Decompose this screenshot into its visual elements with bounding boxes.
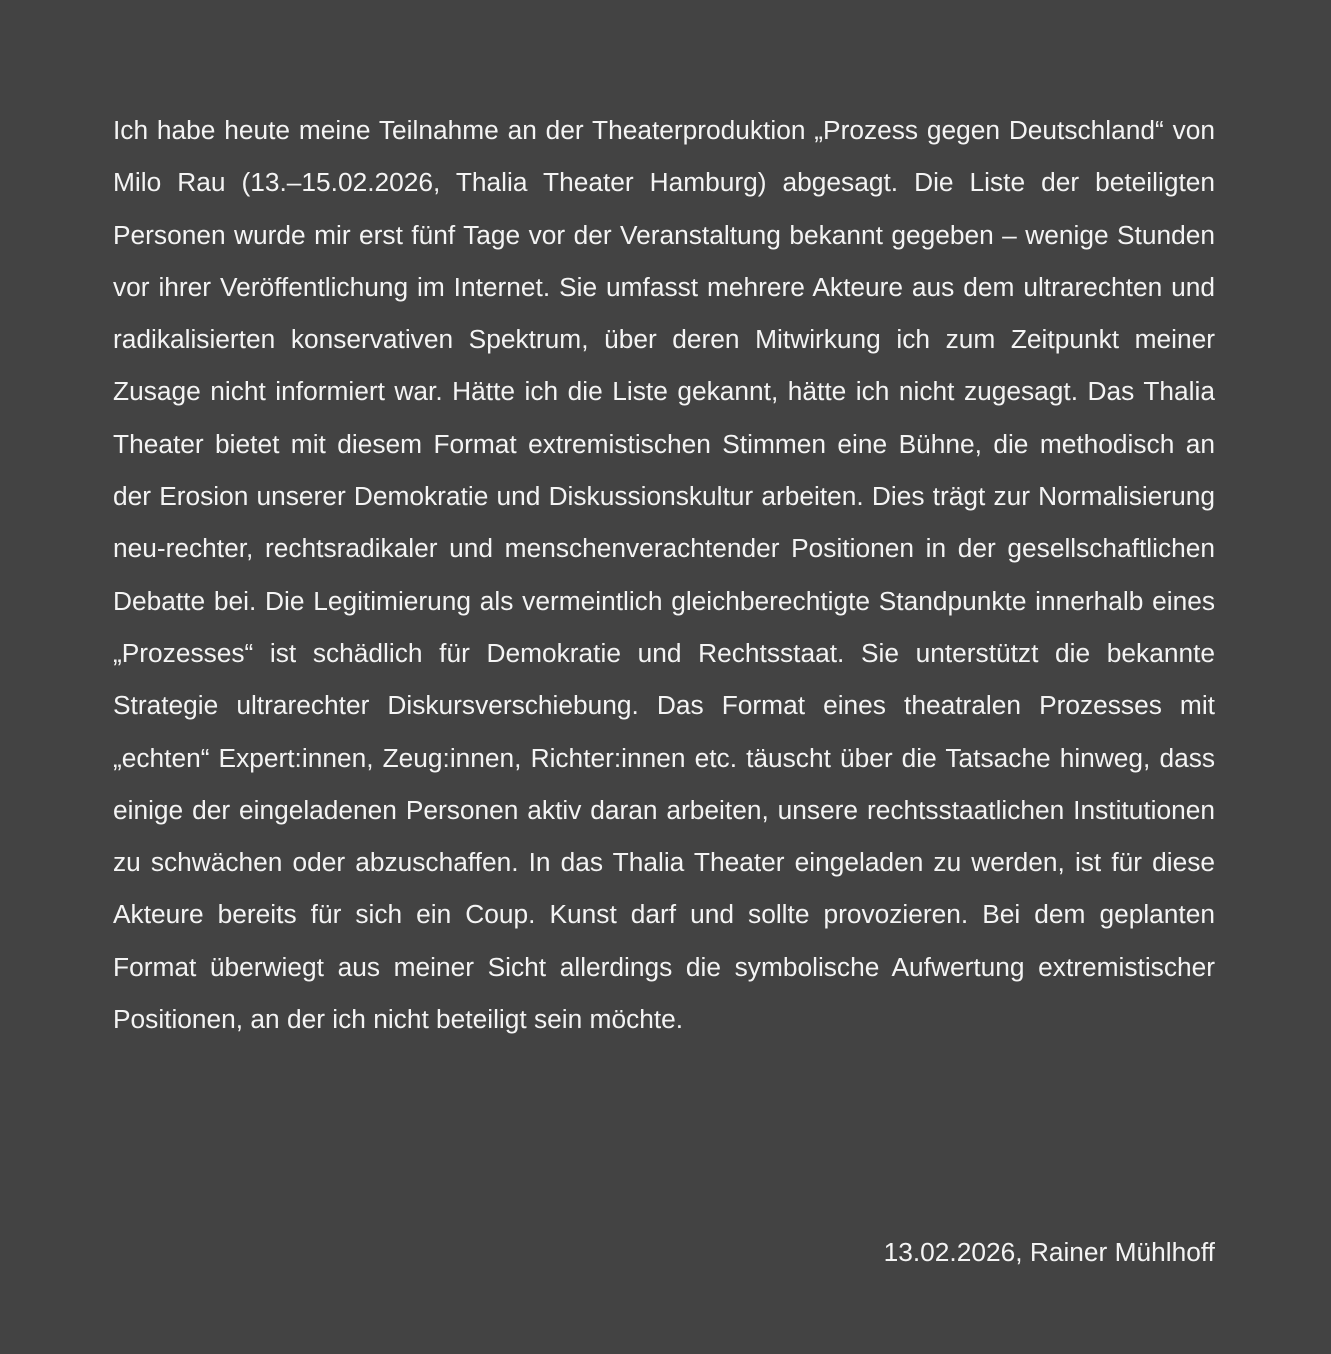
signature-date-author: 13.02.2026, Rainer Mühlhoff [883,1237,1215,1267]
statement-body-text: Ich habe heute meine Teilnahme an der Theaterproduktion „Prozess gegen Deutschland“ von Milo Rau (13.–15.02.2026, Thalia Theater Hamburg) abgesagt. Die Liste der beteiligten Personen wurde mir erst fünf Tage vor der Veranstaltung bekannt gegeben – wenige Stunden vor ihrer Veröffentlichung im Internet. Sie umfasst mehrere Akteure aus dem ultrarechten und radikalisierten konservativen Spektrum, über deren Mitwirkung ich zum Zeitpunkt meiner Zusage nicht informiert war. Hätte ich die Liste gekannt, hätte ich nicht zugesagt. Das Thalia Theater bietet mit diesem Format extremistischen Stimmen eine Bühne, die methodisch an der Erosion unserer Demokratie und Diskussionskultur arbeiten. Dies trägt zur Normalisierung neu-rechter, rechtsradikaler und menschenverachtender Positionen in der gesellschaftlichen Debatte bei. Die Legitimierung als vermeintlich gleichberechtigte Standpunkte innerhalb eines „Prozesses“ ist schädlich für Demokratie und Rechtsstaat. Sie unterstützt die bekannte Strategie ultrarechter Diskursverschiebung. Das Format eines theatralen Prozesses mit „echten“ Expert:innen, Zeug:innen, Richter:innen etc. täuscht über die Tatsache hinweg, dass einige der eingeladenen Personen aktiv daran arbeiten, unsere rechtsstaatlichen Institutionen zu schwächen oder abzuschaffen. In das Thalia Theater eingeladen zu werden, ist für diese Akteure bereits für sich ein Coup. Kunst darf und sollte provozieren. Bei dem geplanten Format überwiegt aus meiner Sicht allerdings die symbolische Aufwertung extremistischer Positionen, an der ich nicht beteiligt sein möchte. [113,115,1215,1035]
